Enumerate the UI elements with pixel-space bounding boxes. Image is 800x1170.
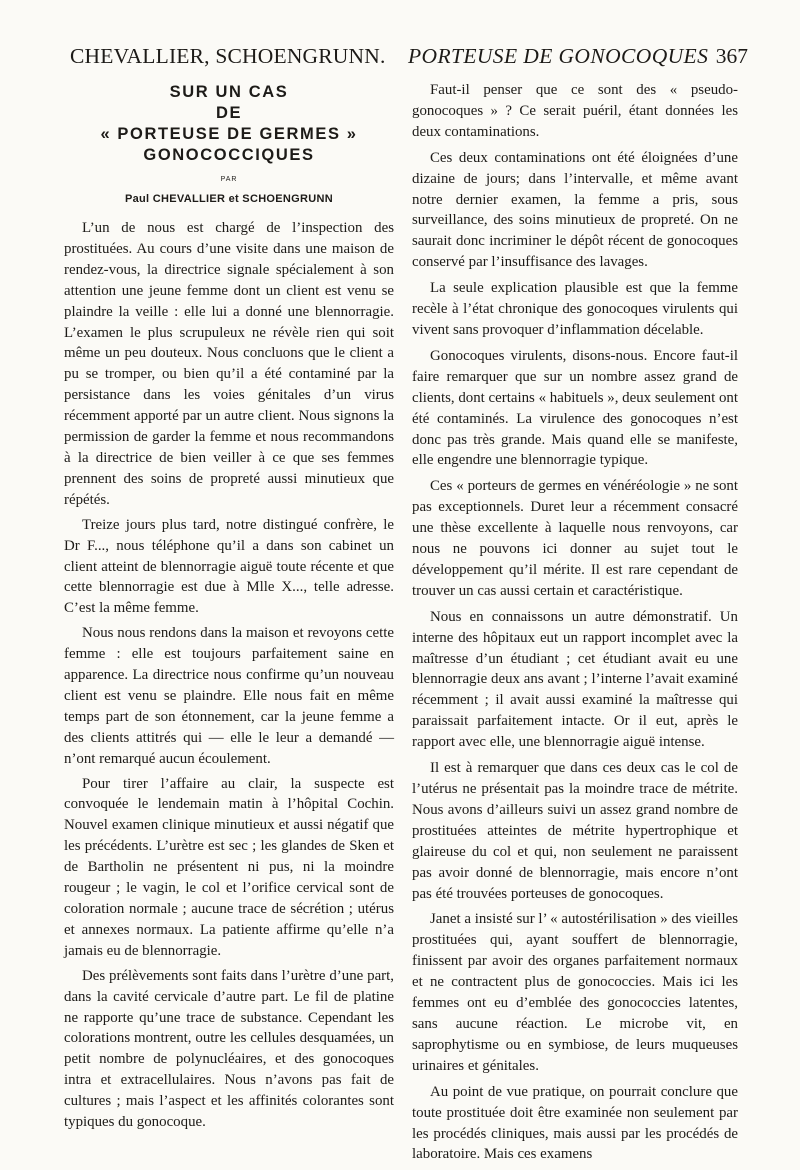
paragraph: Faut-il penser que ce sont des « pseudo-gonocoques » ? Ce serait puéril, étant données les deux contaminations.	[412, 82, 738, 140]
article-title-line: GONOCOCCIQUES	[143, 146, 315, 164]
page-number: 367	[715, 44, 748, 68]
paragraph: Pour tirer l’affaire au clair, la suspecte est convoquée le lendemain matin à l’hôpital Cochin. Nouvel examen clinique minutieux et aussi négatif que les précédents. L’urètre est sec ; les glandes de Sken et de Bartholin ne présentent ni pus, ni la moindre rougeur ; le vagin, le col et l’orifice cervical sont de coloration normale ; aucune trace de sécrétion ; utérus et annexes normaux. La patiente affirme qu’elle n’a jamais eu de blennorragie.	[64, 775, 394, 959]
paragraph: Au point de vue pratique, on pourrait conclure que toute prostituée doit être examinée non seulement par les procédés cliniques, mais aussi par les procédés de laboratoire. Mais ces examens	[412, 1083, 738, 1163]
running-head-title: PORTEUSE DE GONOCOQUES	[408, 44, 709, 68]
running-head	[70, 44, 748, 74]
paragraph: Gonocoques virulents, disons-nous. Encore faut-il faire remarquer que sur un nombre assez grand de clients, dont certains « habituels », deux seulement ont été contaminés. La virulence des gonocoques n’est donc pas très grande. Mais quand elle se manifeste, elle engendre une blennorragie typique.	[412, 347, 738, 469]
right-column	[412, 80, 738, 1170]
paragraph: Ces « porteurs de germes en vénéréologie » ne sont pas exceptionnels. Duret leur a récemment consacré une thèse excellente à laquelle nous renvoyons, car nous ne pouvons ici donner au sujet tout le développement qu’il mérite. Il est rare cependant de trouver un cas aussi certain et caractéristique.	[412, 478, 738, 599]
left-column	[64, 80, 394, 1137]
paragraph: Treize jours plus tard, notre distingué confrère, le Dr F..., nous téléphone qu’il a dans son cabinet un client atteint de blennorragie aiguë toute récente et que cette blennorragie est due à Mlle X..., telle adresse. C’est la même femme.	[64, 516, 394, 617]
article-title-block	[64, 82, 394, 206]
paragraph: Ces deux contaminations ont été éloignées d’une dizaine de jours; dans l’intervalle, et même avant notre dernier examen, la femme a pris, sous surveillance, des soins minutieux de propreté. On ne saurait donc incriminer le dépôt récent de gonocoques conservé par l’insuffisance des lavages.	[412, 149, 738, 271]
running-head-authors: CHEVALLIER, SCHOENGRUNN.	[70, 44, 386, 68]
paragraph: Il est à remarquer que dans ces deux cas le col de l’utérus ne présentait pas la moindre trace de métrite. Nous avons d’ailleurs suivi un assez grand nombre de prostituées atteintes de métrite hypertrophique et glaireuse du col et qui, non seulement ne paraissent pas avoir donné de blennorragie, mais encore n’ont pas été trouvées porteuses de gonocoques.	[412, 760, 738, 902]
article-title-line: DE	[215, 104, 243, 122]
paragraph: La seule explication plausible est que la femme recèle à l’état chronique des gonocoques virulents qui vivent sans provoquer d’inflammation décelable.	[412, 280, 738, 338]
article-title-line: « PORTEUSE DE GERMES »	[100, 125, 358, 143]
by-label: PAR	[220, 176, 238, 183]
paragraph: L’un de nous est chargé de l’inspection des prostituées. Au cours d’une visite dans une maison de rendez-vous, la directrice signale spécialement à son attention une jeune femme dont un client est venu se plaindre la veille : elle lui a donné une blennorragie. L’examen le plus scrupuleux ne révèle rien qui soit même un peu douteux. Nous concluons que le client a pu se tromper, ou bien qu’il a été contaminé par la persistance dans les voies génitales d’un virus récemment apporté par un autre client. Nous signons la permission de garder la femme et nous recommandons à la directrice de bien veiller à ce que ses femmes prennent des soins de propreté aussi minutieux que répétés.	[64, 220, 394, 508]
paragraph: Nous nous rendons dans la maison et revoyons cette femme : elle est toujours parfaitement saine en apparence. La directrice nous confirme qu’un nouveau client est venu se plaindre. Elle nous fait en même temps part de son étonnement, car la jeune femme a des clients attitrés qui — elle le leur a demandé — n’ont remarqué aucun écoulement.	[64, 625, 394, 767]
paragraph: Des prélèvements sont faits dans l’urètre d’une part, dans la cavité cervicale d’autre part. Le fil de platine ne rapporte qu’une trace de substance. Cependant les colorations montrent, outre les cellules desquamées, un petit nombre de polynucléaires, et des gonocoques intra et extracellulaires. Nous n’avons pas fait de cultures ; mais l’aspect et les affinités colorantes sont typiques du gonocoque.	[64, 967, 394, 1131]
paragraph: Nous en connaissons un autre démonstratif. Un interne des hôpitaux eut un rapport incomplet avec la maîtresse d’un étudiant ; cet étudiant avait eu une blennorragie deux ans avant ; l’interne l’avait examiné récemment ; il avait aussi examiné la maîtresse qui paraissait parfaitement intacte. Or il eut, après le rapport avec elle, une blennorragie aiguë intense.	[412, 608, 738, 751]
article-title-line: SUR UN CAS	[169, 83, 289, 101]
article-authors: Paul CHEVALLIER et SCHOENGRUNN	[124, 193, 334, 205]
paragraph: Janet a insisté sur l’ « autostérilisation » des vieilles prostituées qui, ayant souffert de blennorragie, finissent par avoir des organes parfaitement normaux et ne contractent plus de gonococcies. Mais ici les femmes ont eu d’emblée des gonococcies latentes, sans aucune réaction. Le microbe vit, en saprophytisme ou en symbiose, de leurs muqueuses urinaires et génitales.	[412, 911, 738, 1074]
